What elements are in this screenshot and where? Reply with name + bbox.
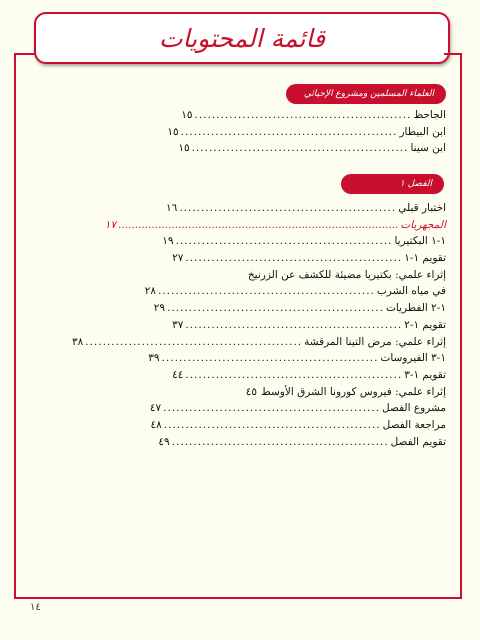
section-heading-label: العلماء المسلمين ومشروع الإحيائي — [303, 89, 434, 99]
dot-leader: .................................................. — [167, 302, 384, 315]
dot-leader: .................................................. — [171, 435, 389, 448]
toc-chapter-list — [71, 202, 446, 452]
toc-entry[interactable] — [150, 418, 446, 436]
toc-entry-label: تقويم ١-٢ — [404, 318, 446, 331]
dot-leader: .................................................................................... — [118, 218, 399, 231]
toc-entry[interactable] — [181, 109, 446, 126]
toc-entry-page: ١٥ — [167, 125, 179, 138]
toc-entry-label: اختبار قبلي — [398, 202, 446, 214]
toc-entry[interactable] — [245, 385, 446, 403]
dot-leader: .................................................. — [158, 285, 375, 298]
toc-entry-label: الجاحظ — [413, 109, 446, 121]
toc-entry-label: إثراء علمي: مرض التينا المرقشة — [304, 335, 446, 348]
toc-entry-page: ٤٧ — [149, 402, 162, 415]
toc-entry-label: إثراء علمي: بكتيريا مضيئة للكشف عن الزرنيخ — [247, 268, 446, 281]
toc-entry-page: ٤٤ — [172, 368, 184, 381]
dot-leader: .................................................. — [191, 142, 409, 155]
toc-entry-label: المجهريات — [400, 218, 446, 231]
toc-entry-label: تقويم ١-٣ — [404, 368, 446, 381]
toc-entry[interactable] — [172, 368, 446, 386]
toc-entry-page: ٣٨ — [71, 335, 84, 348]
toc-entry-label: إثراء علمي: فيروس كورونا الشرق الأوسط — [261, 385, 446, 398]
toc-entry[interactable] — [172, 318, 446, 336]
toc-entry-page: ٤٩ — [158, 435, 170, 448]
toc-scientists-list — [167, 109, 446, 159]
toc-entry-label: تقويم ١-١ — [404, 252, 446, 265]
section-heading-chapter — [341, 174, 444, 194]
dot-leader: .................................................. — [185, 252, 403, 265]
toc-entry-label: مراجعة الفصل — [382, 418, 446, 431]
frame-top-left-edge — [14, 53, 36, 55]
frame-top-right-edge — [444, 53, 460, 55]
page-number: ١٤ — [30, 602, 41, 613]
toc-entry-label: ١-١ البكتيريا — [394, 235, 446, 248]
dot-leader: .................................................. — [161, 352, 379, 365]
dot-leader: .................................................. — [180, 125, 398, 138]
toc-entry-page: ١٧ — [104, 218, 117, 231]
toc-entry[interactable] — [247, 268, 446, 286]
section-heading-scientists — [286, 84, 446, 104]
toc-entry[interactable] — [162, 235, 446, 252]
toc-entry-page: ١٥ — [181, 109, 193, 121]
toc-entry[interactable] — [178, 142, 446, 159]
toc-entry[interactable] — [167, 125, 446, 143]
dot-leader: .................................................. — [163, 402, 381, 415]
toc-entry-page: ٢٩ — [153, 302, 166, 315]
toc-entry[interactable] — [144, 285, 446, 302]
toc-entry-page: ٢٧ — [172, 252, 184, 265]
dot-leader: .................................................. — [85, 335, 303, 348]
section-heading-label: الفصل ١ — [399, 179, 432, 189]
toc-entry-label: ١-٣ الفيروسات — [380, 352, 446, 365]
dot-leader: .................................................. — [194, 109, 412, 121]
toc-entry-label: ١-٢ الفطريات — [385, 302, 446, 315]
dot-leader: .................................................. — [179, 202, 397, 214]
toc-entry[interactable] — [149, 402, 446, 419]
toc-entry-page: ١٩ — [162, 235, 174, 248]
toc-entry-page: ١٦ — [166, 202, 178, 214]
dot-leader: .................................................. — [163, 418, 381, 431]
dot-leader: .................................................. — [185, 318, 403, 331]
page-title: قائمة المحتويات — [158, 23, 326, 53]
toc-entry[interactable] — [71, 335, 446, 353]
toc-entry-page: ٣٩ — [148, 352, 160, 365]
toc-entry-unit[interactable] — [104, 218, 446, 236]
toc-entry-label: مشروع الفصل — [382, 402, 446, 415]
toc-entry-label: ابن البيطار — [399, 125, 446, 138]
toc-entry-label: في مياه الشرب — [376, 285, 446, 298]
dot-leader: .................................................. — [175, 235, 393, 248]
toc-entry-label: تقويم الفصل — [390, 435, 446, 448]
toc-entry[interactable] — [148, 352, 446, 369]
toc-entry-page: ٣٧ — [172, 318, 184, 331]
toc-entry-page: ٤٨ — [150, 418, 162, 431]
toc-entry[interactable] — [158, 435, 446, 453]
dot-leader: .................................................. — [185, 368, 403, 381]
toc-entry-label: ابن سينا — [410, 142, 446, 155]
toc-entry-page: ١٥ — [178, 142, 190, 155]
toc-entry-page: ٤٥ — [245, 385, 257, 398]
toc-entry-page: ٢٨ — [144, 285, 156, 298]
toc-entry[interactable] — [153, 302, 446, 319]
toc-entry[interactable] — [172, 252, 446, 269]
toc-entry[interactable] — [166, 202, 446, 219]
